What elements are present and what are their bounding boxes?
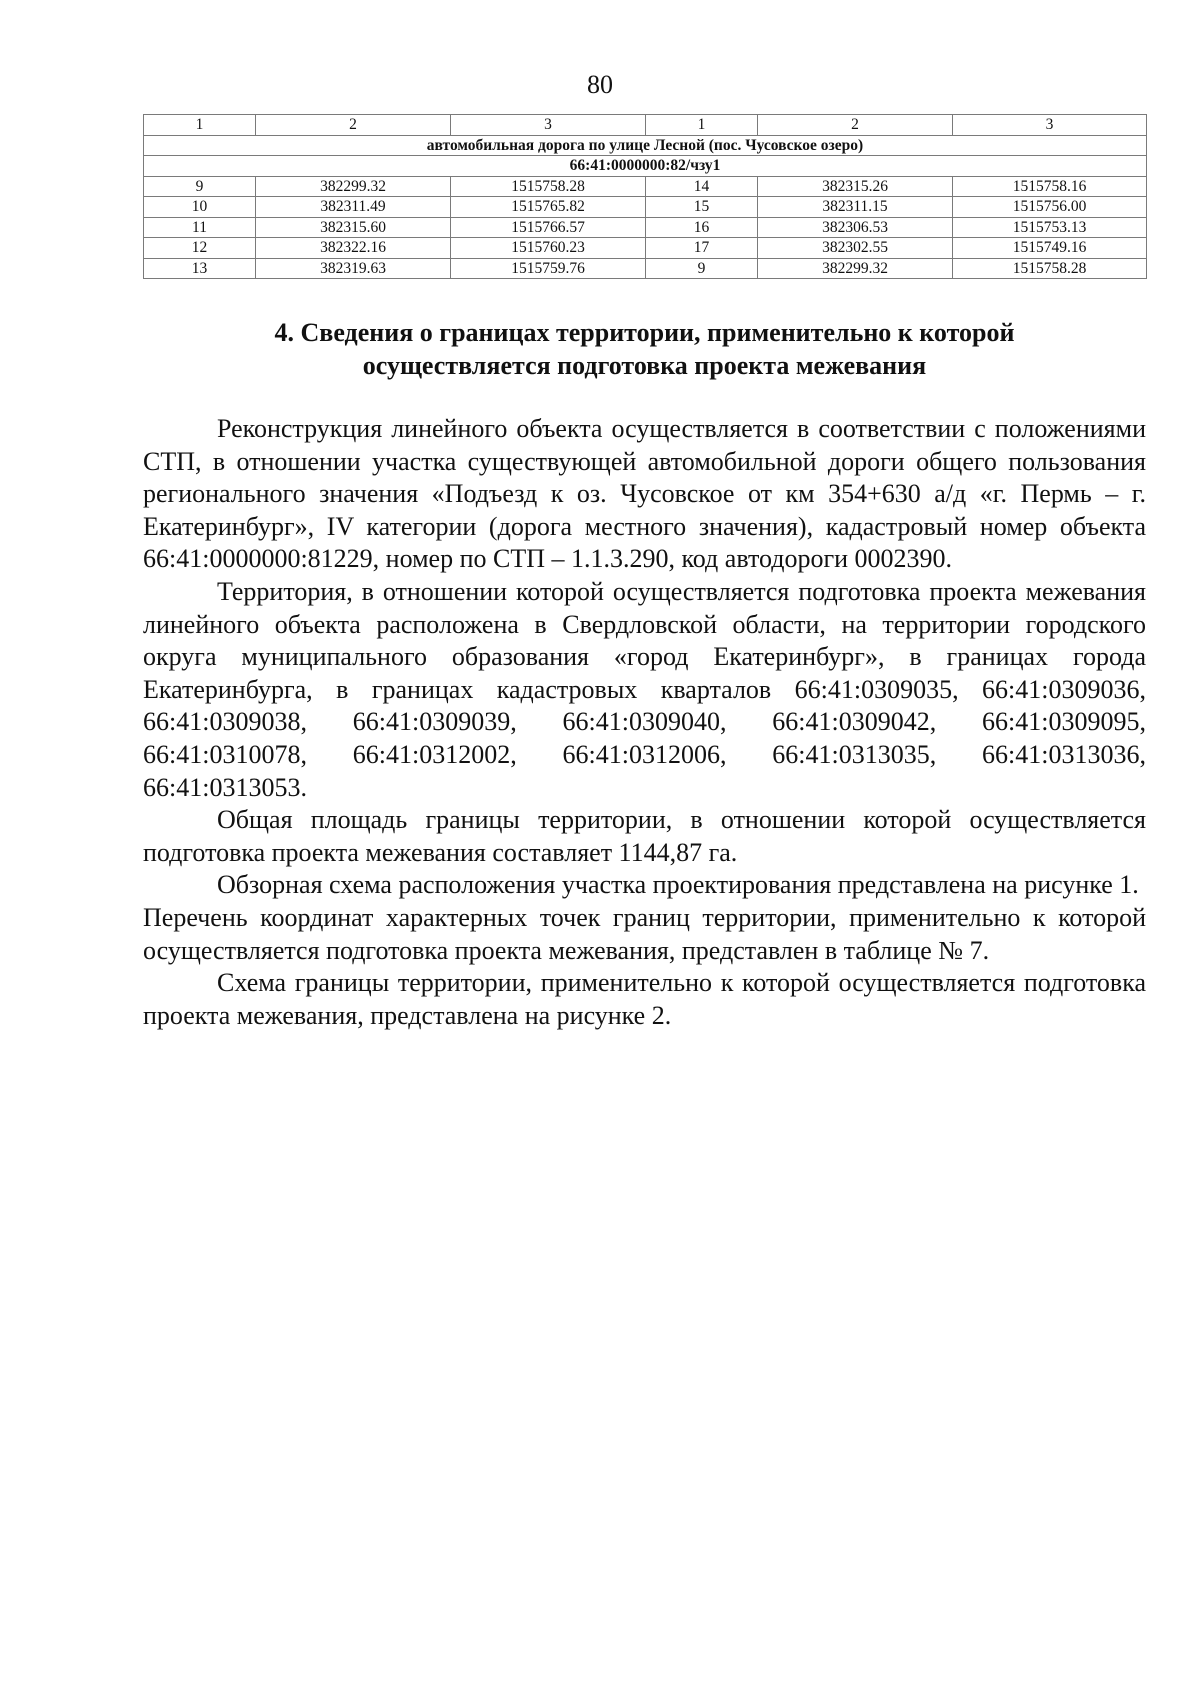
table-cell: 1515758.28 [451,176,646,197]
table-cell: 16 [646,217,758,238]
table-cell: 382315.60 [256,217,451,238]
table-cell: 14 [646,176,758,197]
table-cell: 9 [646,258,758,279]
paragraph-overview-scheme: Обзорная схема расположения участка проектирования представлена на рисунке 1. [217,870,1139,900]
paragraph-reconstruction: Реконструкция линейного объекта осуществляется в соответствии с положениями СТП, в отношении участка существующей автомобильной дороги общего пользования регионального значения «Подъезд к оз. Чусовское от км 354+630 а/д «г. Пермь – г. Екатеринбург», IV категории (дорога местного значения), кадастровый номер объекта 66:41:0000000:81229, номер по СТП – 1.1.3.290, код автодороги 0002390. [143,414,1146,574]
table-row [144,217,1147,238]
table-section-title: автомобильная дорога по улице Лесной (пос. Чусовское озеро) [144,135,1147,156]
table-header-cell: 2 [256,115,451,136]
table-cell: 382315.26 [758,176,953,197]
table-header-cell: 1 [144,115,256,136]
table-row [144,258,1147,279]
table-cell: 1515749.16 [953,238,1147,259]
table-header-cell: 3 [451,115,646,136]
table-cell: 17 [646,238,758,259]
table-cell: 382319.63 [256,258,451,279]
table-cell: 1515765.82 [451,197,646,218]
section-heading-line-1: 4. Сведения о границах территории, применительно к которой [274,318,1015,347]
table-header-cell: 2 [758,115,953,136]
table-cell: 1515758.28 [953,258,1147,279]
table-cell: 382306.53 [758,217,953,238]
table-row [144,238,1147,259]
table-header-cell: 1 [646,115,758,136]
table-cell: 1515758.16 [953,176,1147,197]
table-header-row [144,115,1147,136]
table-cell: 1515759.76 [451,258,646,279]
table-header-cell: 3 [953,115,1147,136]
table-group-row [144,135,1147,156]
paragraph-area: Общая площадь границы территории, в отношении которой осуществляется подготовка проекта межевания составляет 1144,87 га. [143,805,1146,867]
table-cell: 382299.32 [256,176,451,197]
table-group-row [144,156,1147,177]
paragraph-territory: Территория, в отношении которой осуществляется подготовка проекта межевания линейного объекта расположена в Свердловской области, на территории городского округа муниципального образования «город Екатеринбург», в границах города Екатеринбурга, в границах кадастровых кварталов 66:41:0309035, 66:41:0309036, 66:41:0309038, 66:41:0309039, 66:41:0309040, 66:41:0309042, 66:41:0309095, 66:41:0310078, 66:41:0312002, 66:41:0312006, 66:41:0313035, 66:41:0313036, 66:41:0313053. [143,576,1146,802]
section-heading [143,316,1146,382]
coordinates-table [143,114,1147,279]
table-cell: 1515756.00 [953,197,1147,218]
body-text [143,413,1146,1032]
section-heading-line-2: осуществляется подготовка проекта межевания [362,351,927,380]
table-cell: 12 [144,238,256,259]
table-cell: 15 [646,197,758,218]
table-cell: 9 [144,176,256,197]
page-number: 80 [587,70,613,99]
table-cell: 1515753.13 [953,217,1147,238]
table-cell: 382311.49 [256,197,451,218]
table-cell: 382322.16 [256,238,451,259]
table-parcel-id: 66:41:0000000:82/чзу1 [144,156,1147,177]
paragraph-boundary-scheme: Схема границы территории, применительно к которой осуществляется подготовка проекта межевания, представлена на рисунке 2. [143,968,1146,1030]
table-cell: 1515766.57 [451,217,646,238]
table-cell: 382311.15 [758,197,953,218]
table-cell: 382302.55 [758,238,953,259]
table-cell: 10 [144,197,256,218]
table-cell: 13 [144,258,256,279]
table-row [144,176,1147,197]
table-cell: 1515760.23 [451,238,646,259]
paragraph-coordinates-list: Перечень координат характерных точек границ территории, применительно к которой осуществляется подготовка проекта межевания, представлен в таблице № 7. [143,902,1146,965]
table-cell: 382299.32 [758,258,953,279]
table-cell: 11 [144,217,256,238]
table-row [144,197,1147,218]
